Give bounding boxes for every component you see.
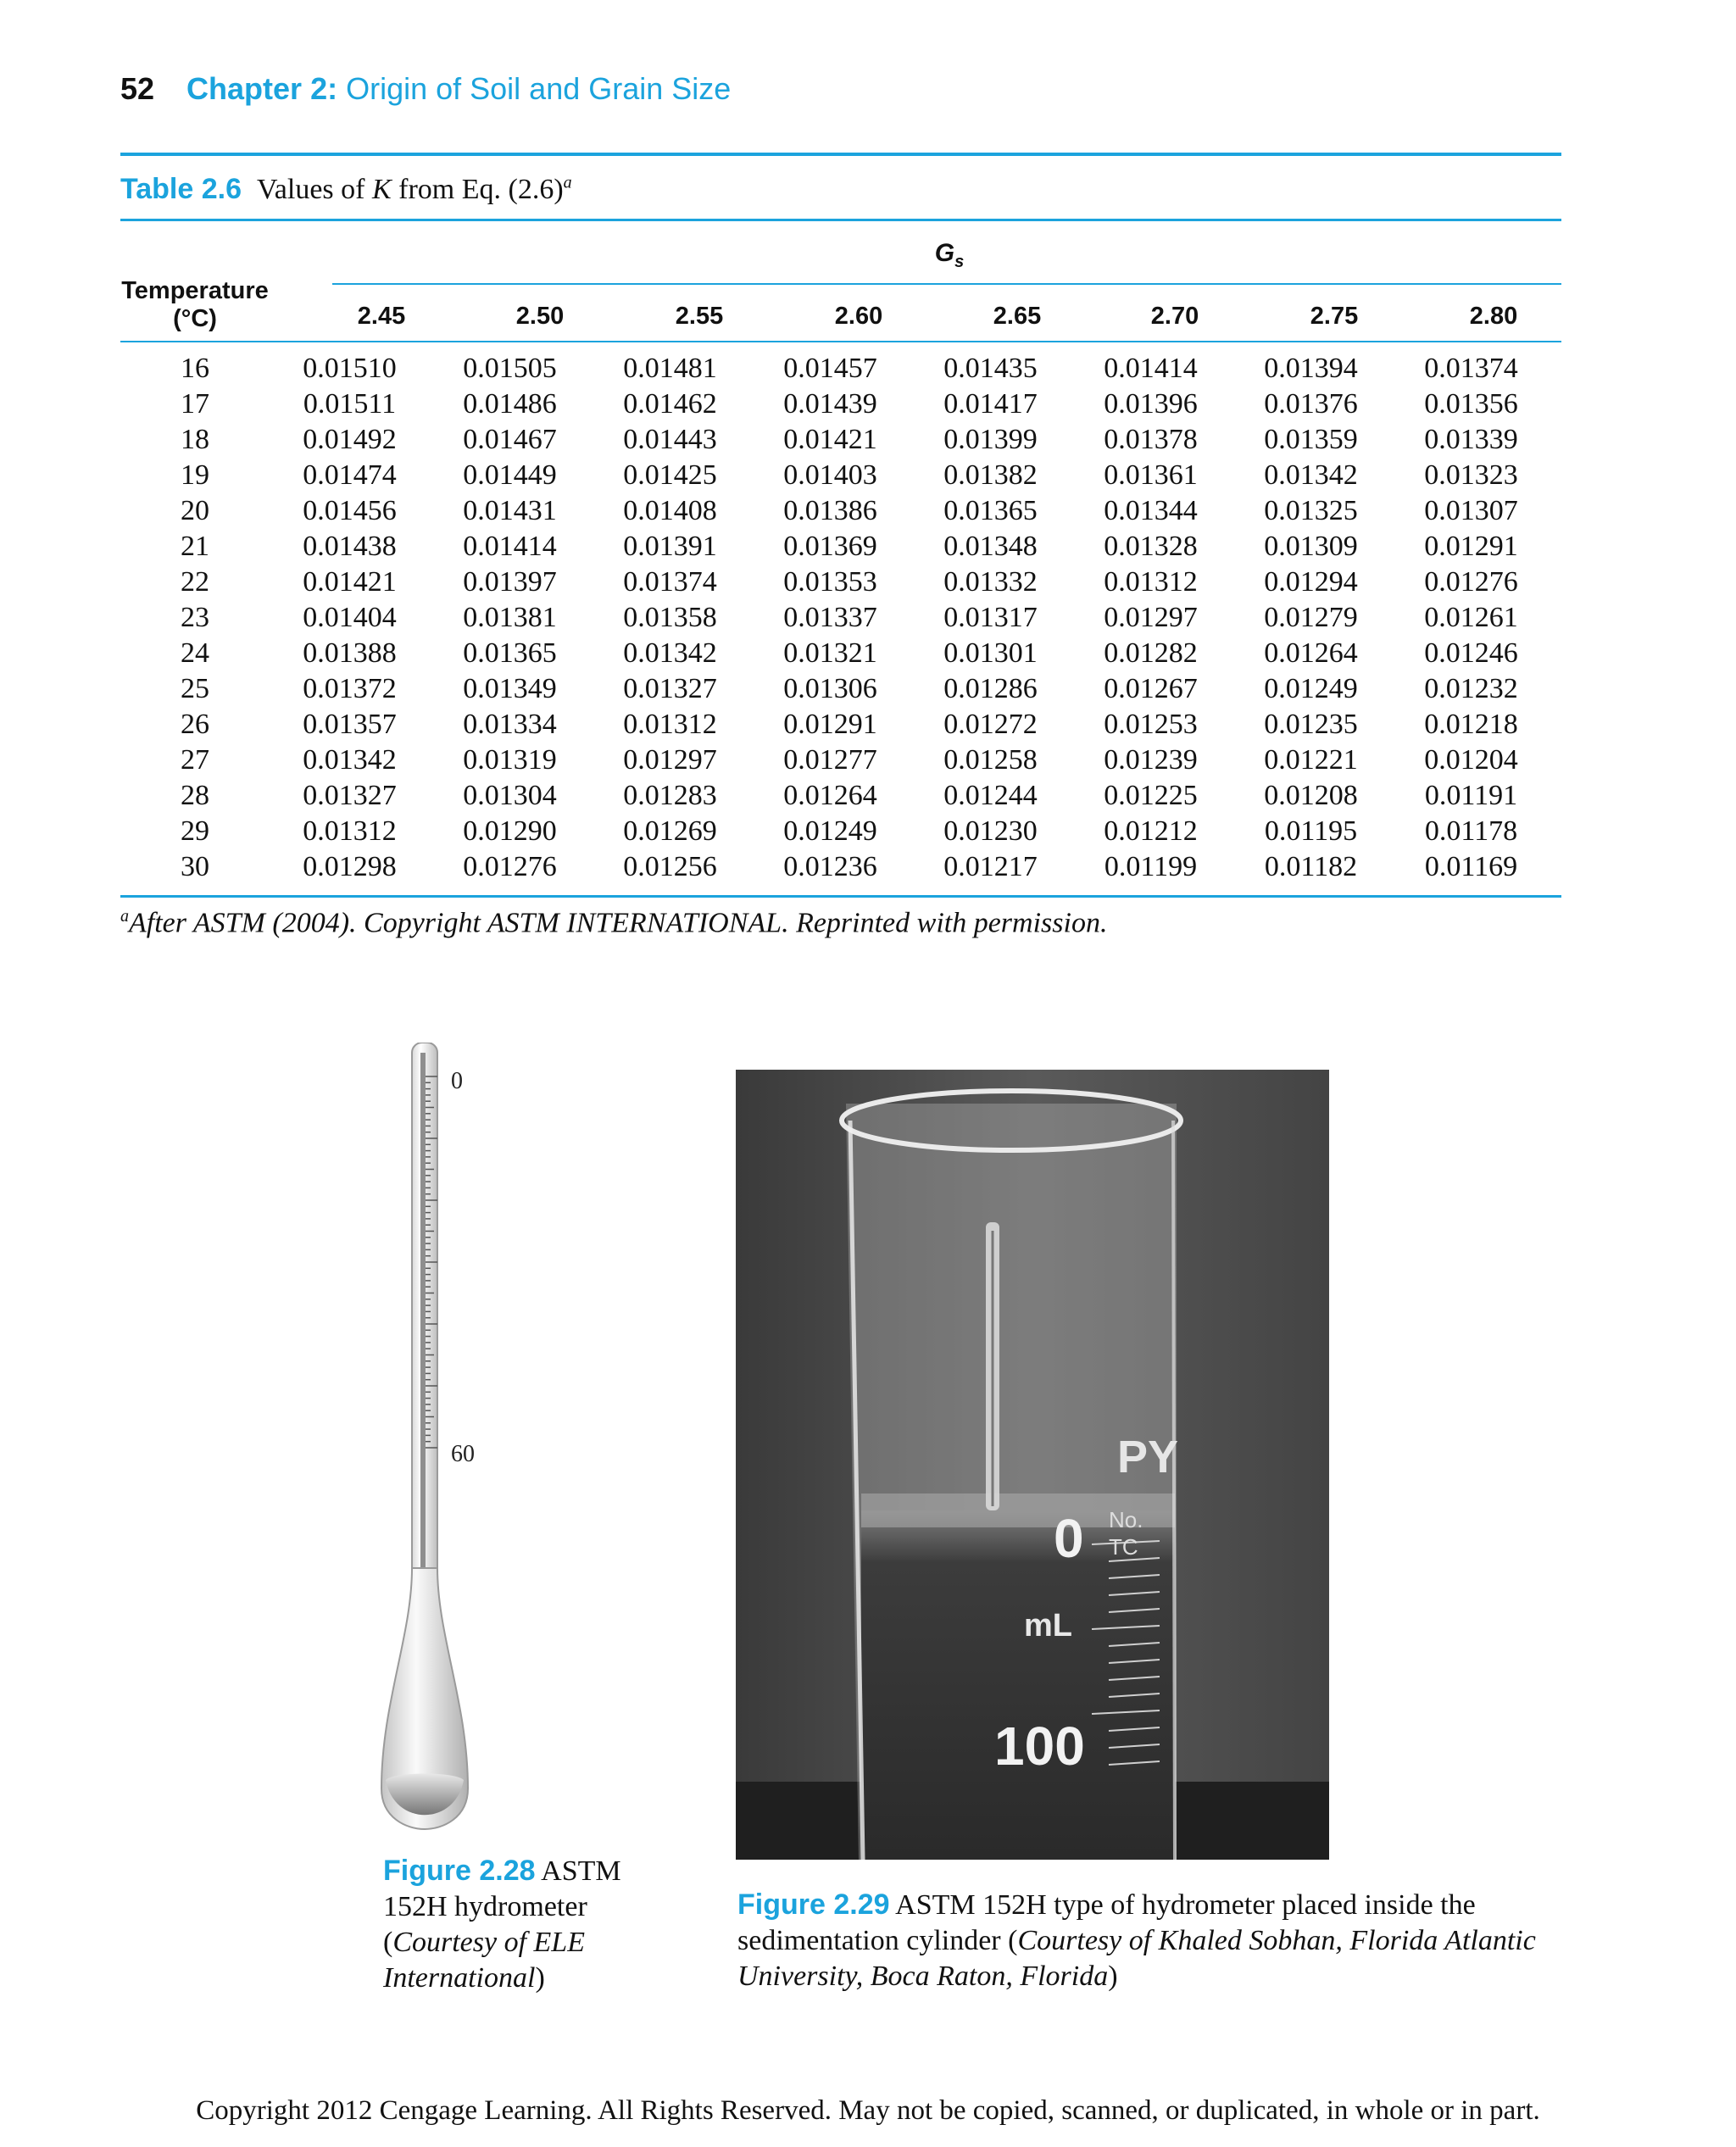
k-value-cell: 0.01301 [943,637,1038,669]
k-value-cell: 0.01408 [623,495,717,526]
k-value-cell: 0.01421 [303,566,397,598]
k-value-cell: 0.01199 [1104,851,1198,882]
scale-label-top: 0 [451,1068,463,1094]
k-value-cell: 0.01312 [1104,566,1198,598]
temperature-cell: 19 [181,459,209,491]
k-value-cell: 0.01319 [463,744,557,776]
k-value-cell: 0.01182 [1264,851,1358,882]
photo-mark-zero: 0 [1054,1508,1084,1569]
k-value-cell: 0.01439 [783,388,877,420]
scale-label-bottom: 60 [451,1441,475,1467]
k-value-cell: 0.01462 [623,388,717,420]
k-value-cell: 0.01291 [1424,531,1518,562]
k-value-cell: 0.01386 [783,495,877,526]
temperature-cell: 18 [181,424,209,455]
k-value-cell: 0.01297 [623,744,717,776]
k-value-cell: 0.01169 [1424,851,1518,882]
table-row [120,458,1551,493]
photo-no: No. [1109,1507,1143,1532]
k-value-cell: 0.01321 [783,637,877,669]
footnote-mark: a [120,907,129,926]
k-value-cell: 0.01178 [1424,815,1518,847]
temperature-cell: 21 [181,531,209,562]
k-value-cell: 0.01425 [623,459,717,491]
k-value-cell: 0.01443 [623,424,717,455]
table-footnote [120,907,1107,939]
table-row [120,387,1551,422]
copyright-notice: Copyright 2012 Cengage Learning. All Rights Reserved. May not be copied, scanned, or duplicated, in whole or in part. [196,2095,1540,2126]
k-value-cell: 0.01290 [463,815,557,847]
k-value-cell: 0.01323 [1424,459,1518,491]
k-value-cell: 0.01304 [463,780,557,811]
k-value-cell: 0.01438 [303,531,397,562]
temperature-cell: 25 [181,673,209,704]
table-row [120,707,1551,743]
k-value-cell: 0.01317 [943,602,1038,633]
k-value-cell: 0.01344 [1104,495,1198,526]
figure-2-28-text-end: ) [535,1962,545,1994]
table-row [120,636,1551,671]
k-value-cell: 0.01239 [1104,744,1198,776]
gs-header [915,239,983,272]
table-top-rule [120,219,1561,221]
caption-note-mark: a [563,173,572,192]
figure-2-28-courtesy: Courtesy of ELE International [383,1927,585,1994]
gs-subscript: s [954,253,965,271]
k-value-cell: 0.01272 [943,709,1038,740]
k-value-cell: 0.01486 [463,388,557,420]
running-head [120,71,731,107]
k-value-cell: 0.01339 [1424,424,1518,455]
k-value-cell: 0.01204 [1424,744,1518,776]
k-value-cell: 0.01382 [943,459,1038,491]
k-value-cell: 0.01449 [463,459,557,491]
photo-tc: TC [1109,1534,1138,1560]
photo-mark-unit: mL [1024,1608,1072,1644]
k-value-cell: 0.01376 [1264,388,1358,420]
chapter-title: Origin of Soil and Grain Size [346,71,732,106]
table-row [120,422,1551,458]
k-value-cell: 0.01307 [1424,495,1518,526]
column-header: 2.45 [357,303,406,330]
k-value-cell: 0.01195 [1264,815,1358,847]
k-value-cell: 0.01381 [463,602,557,633]
figure-2-29-label: Figure 2.29 [737,1888,890,1921]
k-value-cell: 0.01306 [783,673,877,704]
k-value-cell: 0.01309 [1264,531,1358,562]
k-value-cell: 0.01298 [303,851,397,882]
table-row [120,351,1551,387]
k-value-cell: 0.01481 [623,353,717,384]
k-value-cell: 0.01505 [463,353,557,384]
k-value-cell: 0.01191 [1424,780,1518,811]
k-value-cell: 0.01217 [943,851,1038,882]
temperature-cell: 26 [181,709,209,740]
k-value-cell: 0.01414 [1104,353,1198,384]
k-value-cell: 0.01230 [943,815,1038,847]
k-values-table [120,351,1551,885]
temperature-header-line2: (°C) [173,305,217,332]
k-value-cell: 0.01261 [1424,602,1518,633]
footnote-text: After ASTM (2004). Copyright ASTM INTERNATIONAL. Reprinted with permission. [129,907,1108,939]
k-value-cell: 0.01269 [623,815,717,847]
k-value-cell: 0.01397 [463,566,557,598]
temperature-cell: 20 [181,495,209,526]
table-row [120,814,1551,849]
k-value-cell: 0.01235 [1264,709,1358,740]
k-value-cell: 0.01334 [463,709,557,740]
table-row [120,778,1551,814]
table-row [120,600,1551,636]
hydrometer-illustration [373,1043,492,1831]
k-value-cell: 0.01249 [1264,673,1358,704]
k-value-cell: 0.01276 [1424,566,1518,598]
k-value-cell: 0.01208 [1264,780,1358,811]
k-value-cell: 0.01365 [943,495,1038,526]
k-value-cell: 0.01435 [943,353,1038,384]
k-symbol: K [371,174,392,205]
figure-2-29-courtesy: Courtesy of Khaled Sobhan, Florida Atlantic University, Boca Raton, Florida [737,1925,1536,1992]
sedimentation-cylinder-photo [736,1070,1329,1860]
k-value-cell: 0.01244 [943,780,1038,811]
k-value-cell: 0.01374 [623,566,717,598]
k-value-cell: 0.01396 [1104,388,1198,420]
k-value-cell: 0.01249 [783,815,877,847]
column-header: 2.80 [1469,303,1518,330]
table-caption-text: Values of K from Eq. (2.6) [257,174,564,205]
k-value-cell: 0.01212 [1104,815,1198,847]
chapter-label: Chapter 2: [186,71,338,106]
figure-2-28-label: Figure 2.28 [383,1855,536,1887]
k-value-cell: 0.01337 [783,602,877,633]
k-value-cell: 0.01286 [943,673,1038,704]
temperature-cell: 23 [181,602,209,633]
table-row [120,671,1551,707]
figure-2-28-text: ASTM 152H hydrometer ( [383,1855,621,1958]
temperature-cell: 24 [181,637,209,669]
figure-2-29-text: ASTM 152H type of hydrometer placed inside the sedimentation cylinder ( [737,1889,1476,1956]
k-value-cell: 0.01388 [303,637,397,669]
k-value-cell: 0.01236 [783,851,877,882]
k-value-cell: 0.01327 [303,780,397,811]
k-value-cell: 0.01327 [623,673,717,704]
table-row [120,493,1551,529]
k-value-cell: 0.01492 [303,424,397,455]
temperature-cell: 29 [181,815,209,847]
k-value-cell: 0.01391 [623,531,717,562]
column-header: 2.75 [1310,303,1359,330]
k-value-cell: 0.01283 [623,780,717,811]
k-value-cell: 0.01403 [783,459,877,491]
k-value-cell: 0.01348 [943,531,1038,562]
column-header: 2.70 [1150,303,1199,330]
column-header: 2.55 [675,303,724,330]
figure-2-28-caption [383,1853,654,1996]
page-number: 52 [120,71,155,106]
column-header: 2.50 [515,303,565,330]
k-value-cell: 0.01356 [1424,388,1518,420]
k-value-cell: 0.01291 [783,709,877,740]
temperature-cell: 30 [181,851,209,882]
temperature-cell: 17 [181,388,209,420]
k-value-cell: 0.01253 [1104,709,1198,740]
k-value-cell: 0.01328 [1104,531,1198,562]
k-value-cell: 0.01369 [783,531,877,562]
figure-2-29-caption [737,1887,1568,1994]
table-caption [120,173,572,206]
table-row [120,849,1551,885]
k-value-cell: 0.01246 [1424,637,1518,669]
k-value-cell: 0.01297 [1104,602,1198,633]
k-value-cell: 0.01279 [1264,602,1358,633]
k-value-cell: 0.01264 [783,780,877,811]
k-value-cell: 0.01276 [463,851,557,882]
k-value-cell: 0.01467 [463,424,557,455]
temperature-header [120,277,270,333]
k-value-cell: 0.01218 [1424,709,1518,740]
k-value-cell: 0.01361 [1104,459,1198,491]
k-value-cell: 0.01294 [1264,566,1358,598]
k-value-cell: 0.01221 [1264,744,1358,776]
k-value-cell: 0.01417 [943,388,1038,420]
k-value-cell: 0.01342 [303,744,397,776]
k-value-cell: 0.01258 [943,744,1038,776]
temperature-cell: 16 [181,353,209,384]
k-value-cell: 0.01404 [303,602,397,633]
table-label: Table 2.6 [120,173,242,205]
k-value-cell: 0.01511 [303,388,397,420]
k-value-cell: 0.01232 [1424,673,1518,704]
gs-symbol: G [934,239,955,267]
table-bottom-rule [120,895,1561,898]
k-value-cell: 0.01342 [1264,459,1358,491]
k-value-cell: 0.01394 [1264,353,1358,384]
k-value-cell: 0.01312 [303,815,397,847]
table-row [120,743,1551,778]
k-value-cell: 0.01277 [783,744,877,776]
temperature-cell: 22 [181,566,209,598]
k-value-cell: 0.01359 [1264,424,1358,455]
k-value-cell: 0.01456 [303,495,397,526]
table-row [120,529,1551,565]
header-bottom-rule [120,341,1561,342]
column-header: 2.60 [834,303,883,330]
k-value-cell: 0.01399 [943,424,1038,455]
top-rule [120,153,1561,156]
k-value-cell: 0.01349 [463,673,557,704]
temperature-cell: 28 [181,780,209,811]
k-value-cell: 0.01372 [303,673,397,704]
k-value-cell: 0.01365 [463,637,557,669]
table-row [120,565,1551,600]
k-value-cell: 0.01267 [1104,673,1198,704]
k-value-cell: 0.01378 [1104,424,1198,455]
temperature-header-line1: Temperature [121,277,269,304]
k-value-cell: 0.01312 [623,709,717,740]
k-value-cell: 0.01431 [463,495,557,526]
gs-header-rule [332,283,1561,285]
k-value-cell: 0.01474 [303,459,397,491]
figure-2-29-text-end: ) [1108,1961,1118,1992]
k-value-cell: 0.01358 [623,602,717,633]
k-value-cell: 0.01357 [303,709,397,740]
k-value-cell: 0.01342 [623,637,717,669]
k-value-cell: 0.01332 [943,566,1038,598]
k-value-cell: 0.01374 [1424,353,1518,384]
temperature-cell: 27 [181,744,209,776]
k-value-cell: 0.01414 [463,531,557,562]
k-value-cell: 0.01264 [1264,637,1358,669]
k-value-cell: 0.01353 [783,566,877,598]
k-value-cell: 0.01510 [303,353,397,384]
photo-mark-100: 100 [994,1716,1085,1777]
k-value-cell: 0.01457 [783,353,877,384]
k-value-cell: 0.01256 [623,851,717,882]
k-value-cell: 0.01225 [1104,780,1198,811]
k-value-cell: 0.01282 [1104,637,1198,669]
k-value-cell: 0.01325 [1264,495,1358,526]
photo-brand: PY [1117,1432,1179,1482]
column-header: 2.65 [993,303,1042,330]
k-value-cell: 0.01421 [783,424,877,455]
